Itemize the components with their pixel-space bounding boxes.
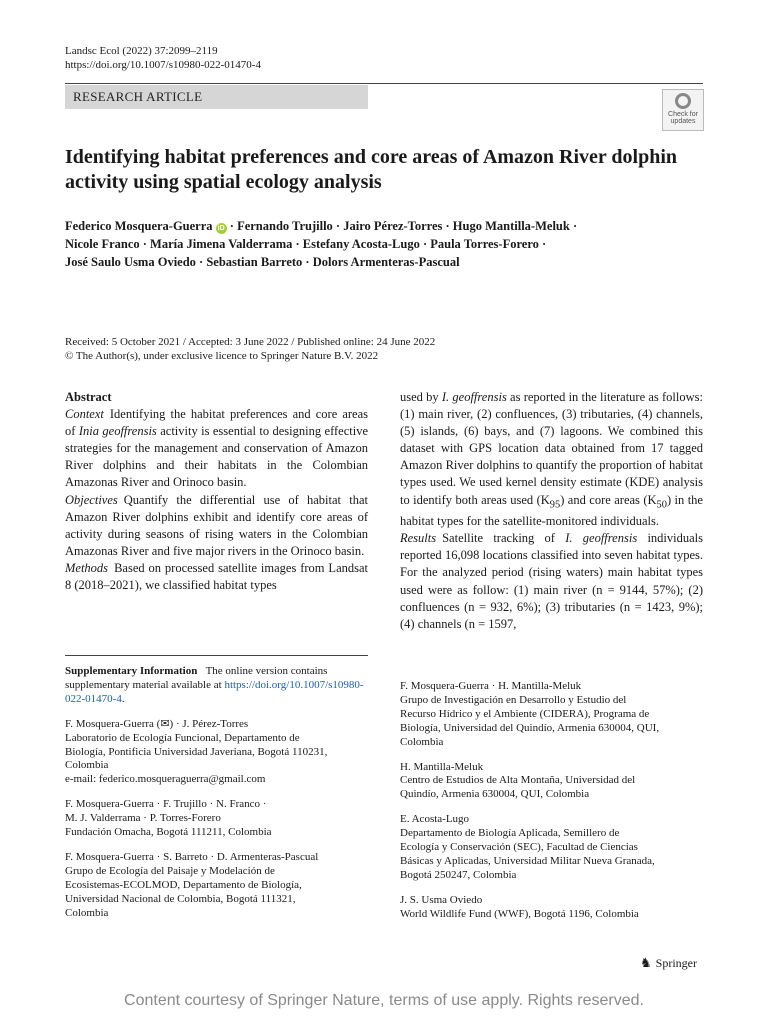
author-rest-line1: · Fernando Trujillo · Jairo Pérez-Torres · Hugo Mantilla-Meluk · bbox=[226, 219, 578, 233]
abstract-left-column bbox=[65, 389, 368, 594]
affiliation-2 bbox=[65, 798, 368, 840]
abstract-methods bbox=[65, 560, 368, 594]
footnotes-right bbox=[400, 680, 703, 922]
author-line2: Nicole Franco · María Jimena Valderrama · Estefany Acosta-Lugo · Paula Torres-Forero · bbox=[65, 237, 547, 251]
aff6-line: E. Acosta-Lugo bbox=[400, 813, 470, 826]
aff5-line: Quindío, Armenia 630004, QUI, Colombia bbox=[400, 788, 590, 801]
journal-citation bbox=[65, 44, 261, 72]
header-rule bbox=[65, 83, 703, 84]
results-text-a: Satellite tracking of bbox=[442, 531, 566, 546]
aff4-line: Colombia bbox=[400, 735, 444, 748]
copyright-line: © The Author(s), under exclusive licence to Springer Nature B.V. 2022 bbox=[65, 350, 379, 362]
footnote-rule bbox=[65, 655, 368, 656]
check-updates-badge[interactable] bbox=[662, 89, 704, 131]
aff1-line: F. Mosquera-Guerra (✉) · J. Pérez-Torres bbox=[65, 717, 249, 730]
results-text-b: individuals reported 16,098 locations classified into seven habitat types. For the analyzed period (rising waters) main habitat types used were as follow: (1) main river (n = 9144, 57%); (2) confluences (n = 932, 6%); (3) tributaries (n = 1423, 9%); (4) channels (n = 1597, bbox=[400, 531, 704, 631]
abstract-heading: Abstract bbox=[65, 390, 112, 404]
aff4-line: Biología, Universidad del Quindío, Armenia 630004, QUI, bbox=[400, 721, 660, 734]
aff3-line: F. Mosquera-Guerra · S. Barreto · D. Armenteras-Pascual bbox=[65, 850, 319, 863]
methods-cont-b: as reported in the literature as follows: (1) main river, (2) confluences, (3) tributaries, (4) channels, (5) islands, (6) bays, and (7) lagoons. We combined this dataset with GPS location data obtained from 17 tagged Amazon River dolphins to quantify the proportion of habitat types used. We used kernel density estimate (KDE) analysis to identify both areas used (K bbox=[400, 390, 703, 507]
author-first[interactable]: Federico Mosquera-Guerra bbox=[65, 219, 213, 233]
article-title: Identifying habitat preferences and core areas of Amazon River dolphin activity using spatial ecology analysis bbox=[65, 146, 678, 193]
context-text-a: Identifying the habitat preferences and core areas of bbox=[65, 407, 368, 439]
aff5-line: H. Mantilla-Meluk bbox=[400, 760, 484, 773]
aff5-line: Centro de Estudios de Alta Montaña, Universidad del bbox=[400, 774, 636, 787]
abstract-context bbox=[65, 406, 368, 491]
aff6-line: Bogotá 250247, Colombia bbox=[400, 868, 517, 881]
context-label: Context bbox=[65, 407, 104, 422]
context-text-b: activity is essential to designing effective strategies for the management and conservation of Amazon River dolphins and their habitats in the Colombian Amazonas River and Orinoco basin. bbox=[65, 424, 369, 490]
aff1-line: Colombia bbox=[65, 759, 109, 772]
aff1-line: Biología, Pontificia Universidad Javeriana, Bogotá 110231, bbox=[65, 745, 328, 758]
k95-subscript: 95 bbox=[549, 499, 561, 511]
supp-label: Supplementary Information bbox=[65, 665, 198, 677]
aff2-line: Fundación Omacha, Bogotá 111211, Colombia bbox=[65, 826, 272, 839]
results-label: Results bbox=[400, 531, 437, 546]
aff3-line: Grupo de Ecología del Paisaje y Modelación de bbox=[65, 864, 275, 877]
supp-link[interactable]: https://doi.org/10.1007/s10980-022-01470-4 bbox=[65, 678, 364, 705]
aff6-line: Ecología y Conservación (SEC), Facultad de Ciencias bbox=[400, 841, 638, 854]
aff3-line: Universidad Nacional de Colombia, Bogotá 111321, bbox=[65, 892, 296, 905]
affiliation-3 bbox=[65, 851, 368, 921]
aff4-line: F. Mosquera-Guerra · H. Mantilla-Meluk bbox=[400, 680, 582, 692]
aff6-line: Departamento de Biología Aplicada, Semillero de bbox=[400, 827, 620, 840]
orcid-icon[interactable]: iD bbox=[217, 225, 225, 232]
aff7-line: J. S. Usma Oviedo bbox=[400, 893, 483, 906]
methods-cont-species: I. geoffrensis bbox=[441, 390, 507, 404]
affiliation-6 bbox=[400, 813, 703, 883]
aff1-line: Laboratorio de Ecología Funcional, Departamento de bbox=[65, 731, 300, 744]
affiliation-5 bbox=[400, 761, 703, 803]
citation-text: Landsc Ecol (2022) 37:2099–2119 bbox=[65, 45, 218, 57]
doi-text[interactable]: https://doi.org/10.1007/s10980-022-01470-4 bbox=[65, 59, 261, 71]
aff2-line: F. Mosquera-Guerra · F. Trujillo · N. Franco · bbox=[65, 798, 267, 811]
springer-horse-icon: ♞ bbox=[640, 955, 652, 970]
methods-label: Methods bbox=[65, 560, 109, 575]
context-species: Inia geoffrensis bbox=[78, 424, 157, 439]
aff2-line: M. J. Valderrama · P. Torres-Forero bbox=[65, 812, 221, 825]
footnotes-left bbox=[65, 665, 368, 921]
aff3-line: Colombia bbox=[65, 906, 109, 919]
affiliation-1 bbox=[65, 718, 368, 788]
supp-end: . bbox=[121, 692, 125, 705]
courtesy-notice: Content courtesy of Springer Nature, terms of use apply. Rights reserved. bbox=[124, 992, 644, 1009]
dates-line: Received: 5 October 2021 / Accepted: 3 June 2022 / Published online: 24 June 2022 bbox=[65, 336, 436, 348]
article-type-banner bbox=[65, 85, 368, 109]
publisher-logo bbox=[640, 955, 697, 971]
aff4-line: Recurso Hídrico y el Ambiente (CIDERA), Programa de bbox=[400, 707, 650, 720]
abstract-results bbox=[400, 530, 703, 633]
article-type-label: RESEARCH ARTICLE bbox=[73, 89, 203, 104]
methods-cont-c: ) and core areas (K bbox=[560, 492, 657, 507]
aff4-line: Grupo de Investigación en Desarrollo y Estudio del bbox=[400, 693, 627, 706]
affiliation-7 bbox=[400, 894, 703, 922]
abstract-methods-cont bbox=[400, 389, 703, 530]
affiliation-4 bbox=[400, 680, 703, 750]
publisher-name: Springer bbox=[655, 956, 697, 970]
objectives-text: Quantify the differential use of habitat that Amazon River dolphins exhibit and identify core areas of activity during seasons of rising waters in the Colombian Amazonas River and five major rivers in the Orinoco basin. bbox=[65, 492, 368, 558]
check-updates-line2: updates bbox=[670, 118, 696, 125]
abstract-right-column bbox=[400, 389, 703, 633]
author-list bbox=[65, 217, 705, 271]
publication-dates bbox=[65, 335, 705, 363]
author-line3: José Saulo Usma Oviedo · Sebastian Barreto · Dolors Armenteras-Pascual bbox=[65, 255, 460, 269]
supp-text: The online version contains supplementary material available at bbox=[65, 665, 328, 691]
check-updates-line1: Check for bbox=[668, 111, 698, 118]
supplementary-info bbox=[65, 665, 368, 707]
abstract-objectives bbox=[65, 492, 368, 560]
aff7-line: World Wildlife Fund (WWF), Bogotá 1196, Colombia bbox=[400, 907, 639, 920]
objectives-label: Objectives bbox=[65, 492, 118, 507]
methods-cont-d: ) in the habitat types for the satellite-monitored individuals. bbox=[400, 492, 703, 529]
methods-cont-a: used by bbox=[400, 390, 442, 404]
author-email[interactable]: e-mail: federico.mosqueraguerra@gmail.com bbox=[65, 773, 266, 786]
k50-subscript: 50 bbox=[656, 499, 667, 511]
aff3-line: Ecosistemas-ECOLMOD, Departamento de Biología, bbox=[65, 878, 302, 891]
results-species: I. geoffrensis bbox=[565, 531, 638, 546]
check-updates-icon bbox=[675, 93, 691, 109]
aff6-line: Básicas y Aplicadas, Universidad Militar Nueva Granada, bbox=[400, 854, 655, 867]
methods-text: Based on processed satellite images from Landsat 8 (2018–2021), we classified habitat types bbox=[65, 560, 368, 593]
